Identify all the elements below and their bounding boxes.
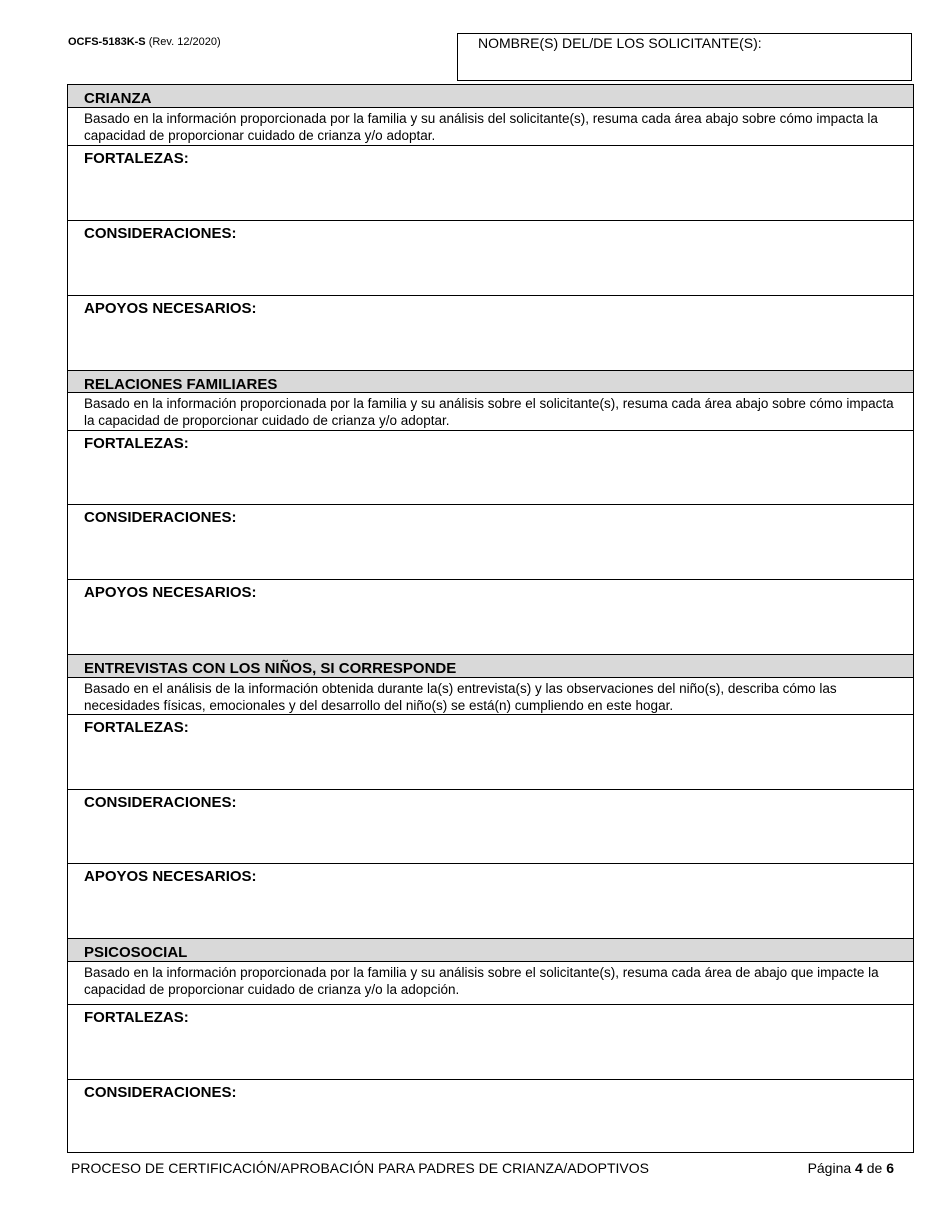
strengths-field[interactable] [68,714,913,789]
field-label: FORTALEZAS: [84,435,189,452]
considerations-field[interactable] [68,504,913,579]
page-of: de [866,1160,883,1176]
section-title: CRIANZA [84,90,152,107]
field-label: FORTALEZAS: [84,150,189,167]
considerations-field[interactable] [68,1079,913,1152]
needed-supports-field[interactable] [68,295,913,370]
page-number [808,1160,894,1176]
section-instructions [68,107,913,145]
section-header-psychosocial [68,938,913,961]
page-current: 4 [855,1160,863,1176]
page-label: Página [807,1160,852,1176]
form-revision: (Rev. 12/2020) [148,36,221,48]
instructions-text: Basado en el análisis de la información obtenida durante la(s) entrevista(s) y las observaciones del niño(s), describa cómo las necesidades físicas, emocionales y del desarrollo del niño(s) se está(n) cumpliendo en este hogar. [84,681,837,713]
field-label: CONSIDERACIONES: [84,794,237,811]
section-header-crianza [68,85,913,107]
field-label: CONSIDERACIONES: [84,225,237,242]
field-label: APOYOS NECESARIOS: [84,300,257,317]
strengths-field[interactable] [68,430,913,504]
page-total: 6 [886,1160,894,1176]
footer-process-title: PROCESO DE CERTIFICACIÓN/APROBACIÓN PARA PADRES DE CRIANZA/ADOPTIVOS [71,1160,649,1176]
field-label: APOYOS NECESARIOS: [84,584,257,601]
section-instructions [68,961,913,1004]
strengths-field[interactable] [68,1004,913,1079]
strengths-field[interactable] [68,145,913,220]
applicant-name-field[interactable] [457,33,912,81]
section-instructions [68,677,913,714]
needed-supports-field[interactable] [68,579,913,654]
considerations-field[interactable] [68,220,913,295]
instructions-text: Basado en la información proporcionada por la familia y su análisis sobre el solicitante(s), resuma cada área abajo sobre cómo impacta la capacidad de proporcionar cuidado de crianza y/o adoptar. [84,396,894,428]
form-code [68,36,221,48]
section-header-child-interviews [68,654,913,677]
field-label: FORTALEZAS: [84,719,189,736]
section-instructions [68,392,913,430]
assessment-form [67,84,914,1153]
considerations-field[interactable] [68,789,913,863]
section-header-family-relations [68,370,913,392]
field-label: CONSIDERACIONES: [84,1084,237,1101]
section-title: RELACIONES FAMILIARES [84,376,278,393]
field-label: CONSIDERACIONES: [84,509,237,526]
section-title: ENTREVISTAS CON LOS NIÑOS, SI CORRESPONDE [84,660,457,677]
needed-supports-field[interactable] [68,863,913,938]
applicant-name-label: NOMBRE(S) DEL/DE LOS SOLICITANTE(S): [478,35,762,51]
instructions-text: Basado en la información proporcionada por la familia y su análisis del solicitante(s), resuma cada área abajo sobre cómo impacta la capacidad de proporcionar cuidado de crianza y/o adoptar. [84,111,878,143]
form-number: OCFS-5183K-S [68,36,146,48]
field-label: FORTALEZAS: [84,1009,189,1026]
field-label: APOYOS NECESARIOS: [84,868,257,885]
instructions-text: Basado en la información proporcionada por la familia y su análisis sobre el solicitante(s), resuma cada área de abajo que impacte la capacidad de proporcionar cuidado de crianza y/o la adopción. [84,965,879,997]
section-title: PSICOSOCIAL [84,944,188,961]
